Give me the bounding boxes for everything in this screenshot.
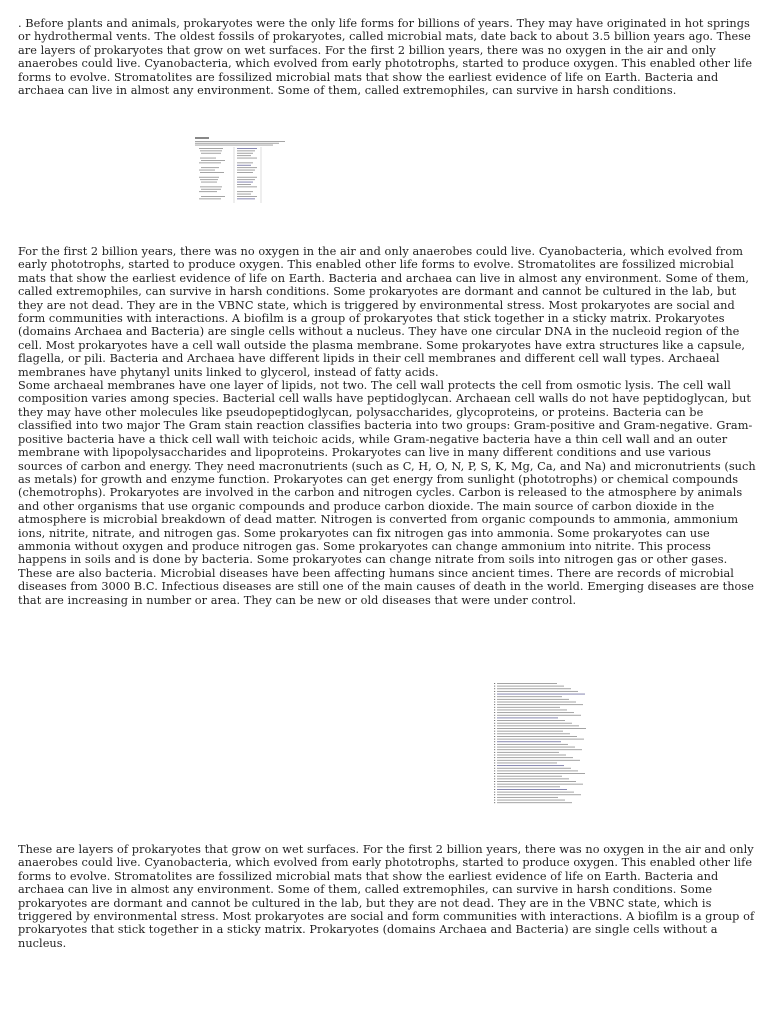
- thumb-text-line: [237, 165, 251, 166]
- thumb-text-line: [201, 196, 225, 197]
- thumb-text-line: [237, 170, 255, 171]
- thumb-bullet: [494, 760, 495, 761]
- thumb-bullet: [494, 789, 495, 790]
- thumb-text-line: [497, 763, 557, 764]
- thumb-text-line: [497, 731, 563, 732]
- thumb-text-line: [497, 715, 581, 716]
- thumb-bullet: [494, 741, 495, 742]
- thumb-text-line: [199, 198, 221, 199]
- thumb-bullet: [494, 715, 495, 716]
- thumb-text-line: [200, 179, 218, 180]
- thumb-bullet: [494, 781, 495, 782]
- thumb-text-line: [497, 739, 584, 740]
- thumb-text-line: [497, 717, 558, 718]
- thumb-text-line: [200, 158, 216, 159]
- thumb-text-line: [237, 158, 257, 159]
- thumb-bullet: [494, 792, 495, 793]
- thumb-text-line: [195, 141, 285, 142]
- thumb-text-line: [237, 162, 253, 163]
- thumb-text-line: [497, 686, 564, 687]
- thumb-text-line: [497, 699, 569, 700]
- thumb-text-line: [497, 755, 566, 756]
- thumb-text-line: [199, 177, 219, 178]
- thumb-bullet: [494, 773, 495, 774]
- thumb-bullet: [494, 747, 495, 748]
- thumb-bullet: [494, 699, 495, 700]
- thumb-text-line: [497, 725, 579, 726]
- thumb-bullet: [494, 755, 495, 756]
- thumb-text-line: [497, 757, 573, 758]
- thumb-bullet: [494, 686, 495, 687]
- question-list-thumbnail: [490, 680, 590, 808]
- thumb-text-line: [497, 778, 569, 779]
- thumb-text-line: [200, 172, 224, 173]
- thumb-bullet: [494, 725, 495, 726]
- thumb-text-line: [497, 776, 562, 777]
- thumb-text-line: [497, 773, 585, 774]
- thumb-text-line: [497, 694, 585, 695]
- thumb-text-line: [199, 162, 221, 163]
- thumb-bullet: [494, 691, 495, 692]
- paragraph-prokaryote-origins: . Before plants and animals, prokaryotes were the only life forms for billions of years. They may have originated in hot springs or hydrothermal vents. The oldest fossils of prokaryotes, called microbial mats, date back to about 3.5 billion years ago. These are layers of prokaryotes that grow on wet surfaces. For the first 2 billion years, there was no oxygen in the air and only anaerobes could live. Cyanobacteria, which evolved from early phototrophs, started to produce oxygen. This enabled other life forms to evolve. Stromatolites are fossilized microbial mats that show the earliest evidence of life on Earth. Bacteria and archaea can live in almost any environment. Some of them, called extremophiles, can survive in harsh conditions.: [18, 17, 756, 98]
- thumb-bullet: [494, 800, 495, 801]
- thumb-text-line: [497, 688, 571, 689]
- thumb-text-line: [201, 160, 225, 161]
- thumb-text-line: [497, 789, 567, 790]
- thumb-text-line: [195, 143, 279, 144]
- thumb-text-line: [237, 148, 257, 149]
- thumb-text-line: [237, 167, 257, 168]
- thumb-bullet: [494, 720, 495, 721]
- thumb-bullet: [494, 696, 495, 697]
- thumb-text-line: [200, 186, 222, 187]
- thumb-text-line: [201, 182, 217, 183]
- thumb-text-line: [497, 696, 562, 697]
- thumb-text-line: [237, 196, 257, 197]
- thumb-text-line: [237, 155, 251, 156]
- thumb-bullet: [494, 744, 495, 745]
- thumb-bullet: [494, 728, 495, 729]
- thumb-text-line: [497, 723, 572, 724]
- thumb-bullet: [494, 733, 495, 734]
- thumb-text-line: [497, 749, 582, 750]
- thumb-text-line: [237, 184, 251, 185]
- thumb-bullet: [494, 784, 495, 785]
- thumb-text-line: [497, 720, 565, 721]
- thumb-text-line: [497, 770, 578, 771]
- thumb-bullet: [494, 797, 495, 798]
- thumb-text-line: [497, 683, 557, 684]
- thumb-text-line: [199, 170, 215, 171]
- thumb-text-line: [237, 198, 255, 199]
- thumb-text-line: [497, 792, 574, 793]
- thumb-text-line: [497, 728, 586, 729]
- notes-table-thumbnail: [193, 135, 293, 205]
- thumb-bullet: [494, 707, 495, 708]
- thumb-text-line: [497, 768, 571, 769]
- thumb-bullet: [494, 702, 495, 703]
- thumb-bullet: [494, 694, 495, 695]
- thumb-text-line: [497, 794, 581, 795]
- thumb-text-line: [497, 733, 570, 734]
- thumb-text-line: [237, 191, 253, 192]
- thumb-text-line: [201, 153, 221, 154]
- thumb-bullet: [494, 710, 495, 711]
- thumb-bullet: [494, 683, 495, 684]
- thumb-text-line: [497, 710, 567, 711]
- thumb-bullet: [494, 768, 495, 769]
- thumb-text-line: [201, 167, 219, 168]
- thumb-text-line: [237, 150, 255, 151]
- thumb-text-line: [497, 707, 560, 708]
- thumb-text-line: [497, 786, 560, 787]
- paragraph-prokaryote-summary: These are layers of prokaryotes that grow on wet surfaces. For the first 2 billion years, there was no oxygen in the air and only anaerobes could live. Cyanobacteria, which evolved from early phototrophs, started to produce oxygen. This enabled other life forms to evolve. Stromatolites are fossilized microbial mats that show the earliest evidence of life on Earth. Bacteria and archaea can live in almost any environment. Some of them, called extremophiles, can survive in harsh conditions. Some prokaryotes are dormant and cannot be cultured in the lab, but they are not dead. They are in the VBNC state, which is triggered by environmental stress. Most prokaryotes are social and form communities with interactions. A biofilm is a group of prokaryotes that stick together in a sticky matrix. Prokaryotes (domains Archaea and Bacteria) are single cells without a nucleus.: [18, 843, 758, 950]
- thumb-bullet: [494, 736, 495, 737]
- thumb-bullet: [494, 749, 495, 750]
- thumb-bullet: [494, 712, 495, 713]
- thumb-text-line: [497, 712, 574, 713]
- thumb-text-line: [497, 704, 583, 705]
- thumb-text-line: [237, 179, 255, 180]
- thumb-bullet: [494, 765, 495, 766]
- thumb-bullet: [494, 763, 495, 764]
- thumb-text-line: [497, 781, 576, 782]
- thumb-text-line: [200, 150, 222, 151]
- thumb-text-line: [195, 145, 273, 146]
- thumb-text-line: [497, 784, 583, 785]
- thumb-text-line: [237, 177, 257, 178]
- thumb-bullet: [494, 752, 495, 753]
- thumb-bullet: [494, 757, 495, 758]
- thumb-text-line: [497, 702, 576, 703]
- thumb-bullet: [494, 794, 495, 795]
- thumb-bullet: [494, 739, 495, 740]
- thumb-text-line: [199, 148, 223, 149]
- thumb-bullet: [494, 786, 495, 787]
- thumb-text-line: [497, 800, 565, 801]
- thumb-bullet: [494, 731, 495, 732]
- thumb-text-line: [497, 736, 577, 737]
- thumb-text-line: [497, 691, 578, 692]
- thumb-text-line: [237, 153, 253, 154]
- thumb-text-line: [497, 741, 561, 742]
- thumb-bullet: [494, 770, 495, 771]
- thumb-text-line: [497, 744, 568, 745]
- thumb-text-line: [199, 191, 217, 192]
- thumb-text-line: [237, 194, 251, 195]
- thumb-text-line: [497, 802, 572, 803]
- thumb-bullet: [494, 802, 495, 803]
- thumb-text-line: [497, 760, 580, 761]
- thumb-bullet: [494, 704, 495, 705]
- thumb-bullet: [494, 717, 495, 718]
- thumb-bullet: [494, 723, 495, 724]
- thumb-text-line: [497, 797, 558, 798]
- paragraph-prokaryote-details: For the first 2 billion years, there was no oxygen in the air and only anaerobes could live. Cyanobacteria, which evolved from early phototrophs, started to produce oxygen. This enabled other life forms to evolve. Stromatolites are fossilized microbial mats that show the earliest evidence of life on Earth. Bacteria and archaea can live in almost any environment. Some of them, called extremophiles, can survive in harsh conditions. Some prokaryotes are dormant and cannot be cultured in the lab, but they are not dead. They are in the VBNC state, which is triggered by environmental stress. Most prokaryotes are social and form communities with interactions. A biofilm is a group of prokaryotes that stick together in a sticky matrix. Prokaryotes (domains Archaea and Bacteria) are single cells without a nucleus. They have one circular DNA in the nucleoid region of the cell. Most prokaryotes have a cell wall outside the plasma membrane. Some prokaryotes have extra structures like a capsule, flagella, or pili. Bacteria and Archaea have different lipids in their cell membranes and different cell wall types. Archaeal membranes have phytanyl units linked to glycerol, instead of fatty acids. Some archaeal membranes have one layer of lipids, not two. The cell wall protects the cell from osmotic lysis. The cell wall composition varies among species. Bacterial cell walls have peptidoglycan. Archaean cell walls do not have peptidoglycan, but they may have other molecules like pseudopeptidoglycan, polysaccharides, glycoproteins, or proteins. Bacteria can be classified into two major The Gram stain reaction classifies bacteria into two groups: Gram-positive and Gram-negative. Gram-positive bacteria have a thick cell wall with teichoic acids, while Gram-negative bacteria have a thin cell wall and an outer membrane with lipopolysaccharides and lipoproteins. Prokaryotes can live in many different conditions and use various sources of carbon and energy. They need macronutrients (such as C, H, O, N, P, S, K, Mg, Ca, and Na) and micronutrients (such as metals) for growth and enzyme function. Prokaryotes can get energy from sunlight (phototrophs) or chemical compounds (chemotrophs). Prokaryotes are involved in the carbon and nitrogen cycles. Carbon is released to the atmosphere by animals and other organisms that use organic compounds and produce carbon dioxide. The main source of carbon dioxide in the atmosphere is microbial breakdown of dead matter. Nitrogen is converted from organic compounds to ammonia, ammonium ions, nitrite, nitrate, and nitrogen gas. Some prokaryotes can fix nitrogen gas into ammonia. Some prokaryotes can use ammonia without oxygen and produce nitrogen gas. Some prokaryotes can change ammonium into nitrite. This process happens in soils and is done by bacteria. Some prokaryotes can change nitrate from soils into nitrogen gas or other gases. These are also bacteria. Microbial diseases have been affecting humans since ancient times. There are records of microbial diseases from 3000 B.C. Infectious diseases are still one of the main causes of death in the world. Emerging diseases are those that are increasing in number or area. They can be new or old diseases that were under control.: [18, 245, 756, 607]
- thumb-text-line: [201, 189, 221, 190]
- thumb-text-line: [497, 747, 575, 748]
- thumb-bullet: [494, 688, 495, 689]
- thumb-text-line: [237, 182, 253, 183]
- thumb-text-line: [497, 752, 559, 753]
- thumb-bullet: [494, 776, 495, 777]
- thumb-bullet: [494, 778, 495, 779]
- thumb-text-line: [237, 186, 257, 187]
- thumb-text-line: [237, 172, 253, 173]
- thumb-text-line: [497, 765, 564, 766]
